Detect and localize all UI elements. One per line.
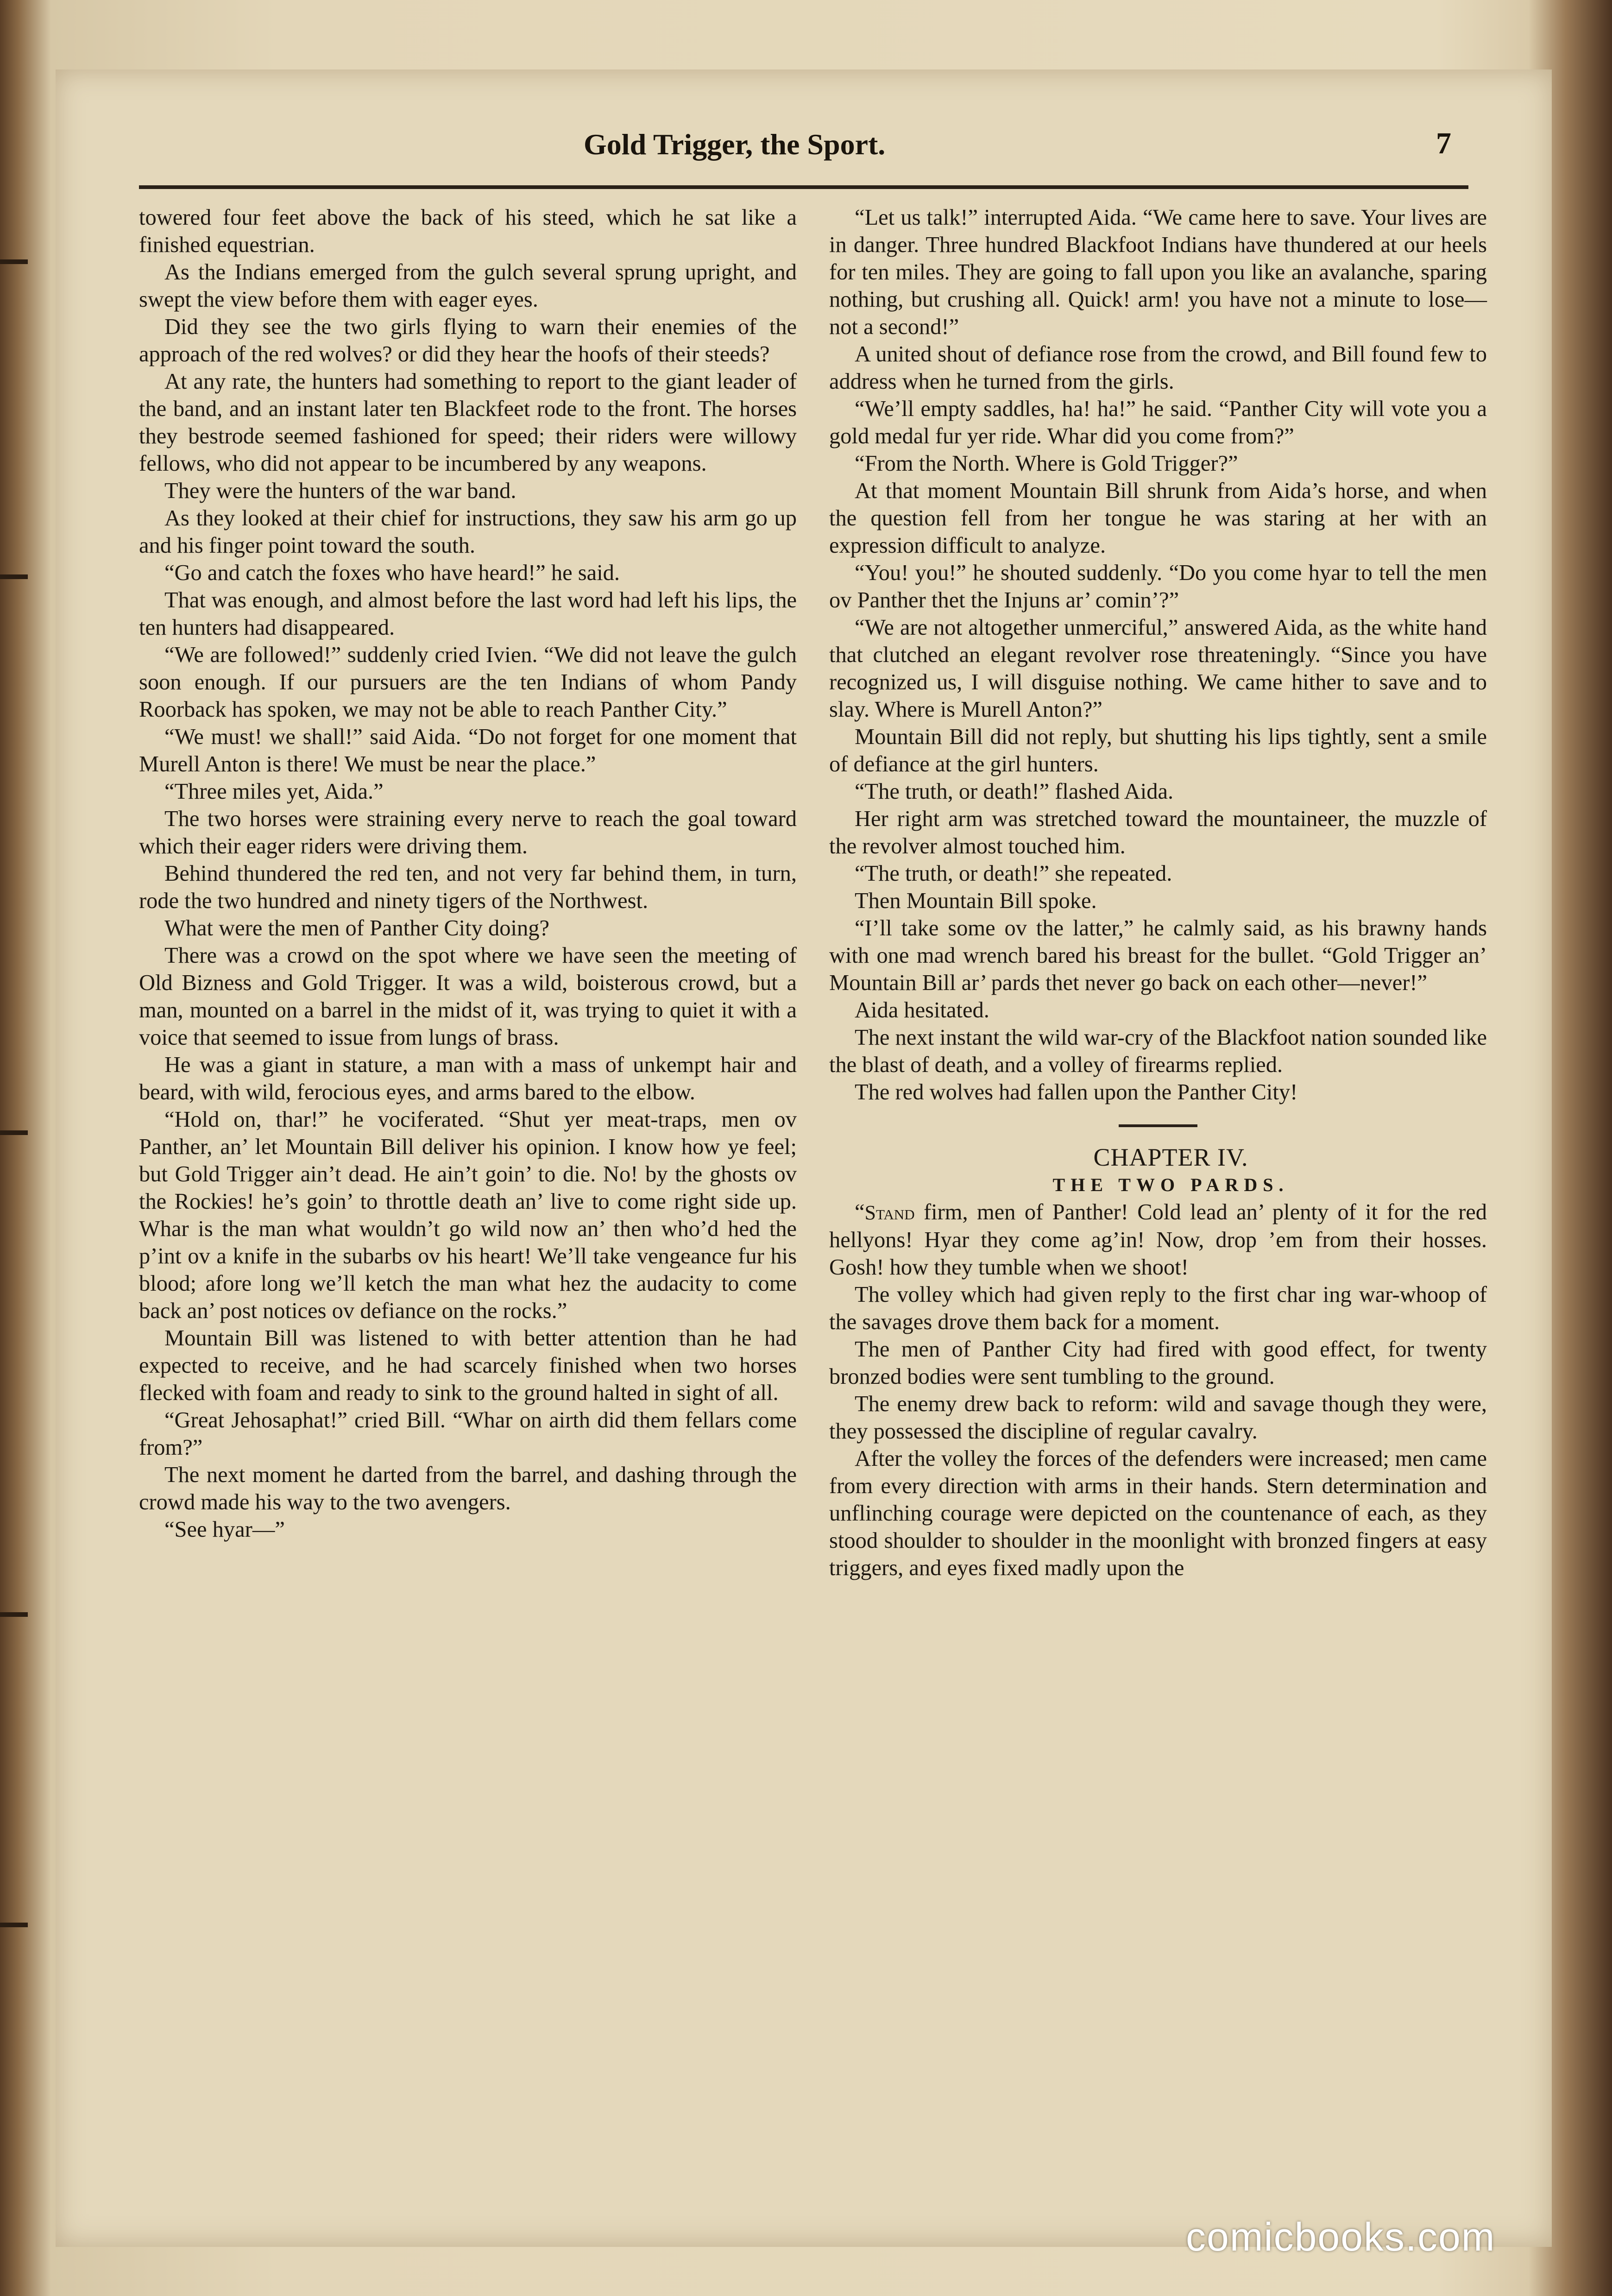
paragraph: Mountain Bill did not reply, but shutting his lips tightly, sent a smile of defiance at the girl hunters. [829, 725, 1487, 776]
watermark: comicbooks.com [1186, 2215, 1496, 2259]
paragraph: “We are followed!” suddenly cried Ivien. “We did not leave the gulch soon enough. If our pursuers are the ten Indians of whom Pandy Roorback has spoken, we may not be able to reach Panther City.” [139, 643, 797, 722]
left-column [139, 204, 797, 1543]
binding-mark [0, 574, 28, 579]
paragraph: “We’ll empty saddles, ha! ha!” he said. “Panther City will vote you a gold medal fur yer ride. Whar did you come from?” [829, 397, 1487, 448]
paragraph: The men of Panther City had fired with good effect, for twenty bronzed bodies were sent tumbling to the ground. [829, 1337, 1487, 1389]
paragraph: “You! you!” he shouted suddenly. “Do you come hyar to tell the men ov Panther thet the Injuns ar’ comin’?” [829, 561, 1487, 612]
page-number: 7 [1436, 126, 1451, 160]
opening-quote: “ [855, 1200, 865, 1224]
paragraph: “We must! we shall!” said Aida. “Do not forget for one moment that Murell Anton is there! We must be near the place.” [139, 725, 797, 776]
paragraph: As the Indians emerged from the gulch several sprung upright, and swept the view before them with eager eyes. [139, 260, 797, 312]
opening-word-smallcaps: Stand [864, 1201, 915, 1224]
paragraph: towered four feet above the back of his steed, which he sat like a finished equestrian. [139, 205, 797, 257]
paragraph: “Go and catch the foxes who have heard!” he said. [164, 561, 620, 585]
paragraph: Did they see the two girls flying to warn their enemies of the approach of the red wolves? or did they hear the hoofs of their steeds? [139, 315, 797, 366]
paragraph: There was a crowd on the spot where we have seen the meeting of Old Bizness and Gold Trigger. It was a wild, boisterous crowd, but a man, mounted on a barrel in the midst of it, was trying to quiet it with a voice that seemed to issue from lungs of brass. [139, 943, 797, 1050]
paragraph: They were the hunters of the war band. [164, 479, 516, 503]
paragraph: A united shout of defiance rose from the crowd, and Bill found few to address when he turned from the girls. [829, 342, 1487, 394]
paragraph: “Hold on, thar!” he vociferated. “Shut yer meat-traps, men ov Panther, an’ let Mountain Bill deliver his opinion. I know how ye feel; but Gold Trigger ain’t dead. He ain’t goin’ to die. No! by the ghosts ov the Rockies! he’s goin’ to throttle death an’ live to come right side up. Whar is the man what wouldn’t go wild now an’ then who’d hed the p’int ov a knife in the subarbs ov his heart! We’ll take vengeance fur his blood; afore long we’ll ketch the man what hez the audacity to come back an’ post notices ov defiance on the rocks.” [139, 1107, 797, 1323]
right-column [829, 204, 1487, 1582]
paragraph: “See hyar—” [164, 1517, 285, 1542]
header-rule [139, 185, 1468, 189]
binding-mark [0, 259, 28, 264]
section-divider [1119, 1124, 1197, 1127]
paragraph: “Let us talk!” interrupted Aida. “We came here to save. Your lives are in danger. Three hundred Blackfoot Indians have thundered at our heels for ten miles. They are going to fall upon you like an avalanche, sparing nothing, but crushing all. Quick! arm! you have not a minute to lose—not a second!” [829, 205, 1487, 339]
paragraph: “From the North. Where is Gold Trigger?” [855, 451, 1238, 476]
paragraph: Her right arm was stretched toward the mountaineer, the muzzle of the revolver almost touched him. [829, 807, 1487, 858]
opening-paragraph-text: firm, men of Panther! Cold lead an’ plenty of it for the red hellyons! Hyar they come ag’in! Now, drop ’em from their hosses. Gosh! how they tumble when we shoot! [829, 1200, 1487, 1280]
paragraph: “The truth, or death!” she repeated. [855, 861, 1172, 886]
binding-mark [0, 1923, 28, 1927]
chapter-heading: CHAPTER IV. [1093, 1143, 1248, 1171]
paragraph: “The truth, or death!” flashed Aida. [855, 779, 1174, 804]
paragraph: Aida hesitated. [855, 998, 989, 1022]
paragraph: “I’ll take some ov the latter,” he calmly said, as his brawny hands with one mad wrench bared his breast for the bullet. “Gold Trigger an’ Mountain Bill ar’ pards thet never go back on each other—never!” [829, 916, 1487, 995]
paragraph: What were the men of Panther City doing? [164, 916, 549, 940]
binding-mark [0, 1130, 28, 1135]
chapter-subtitle: THE TWO PARDS. [1052, 1174, 1289, 1195]
paragraph: At any rate, the hunters had something to report to the giant leader of the band, and an instant later ten Blackfeet rode to the front. The horses they bestrode seemed fashioned for speed; their riders were willowy fellows, who did not appear to be incumbered by any weapons. [139, 369, 797, 476]
paragraph: “Great Jehosaphat!” cried Bill. “Whar on airth did them fellars come from?” [139, 1408, 797, 1460]
running-header-title: Gold Trigger, the Sport. [584, 128, 886, 161]
paragraph: Mountain Bill was listened to with better attention than he had expected to receive, and he had scarcely finished when two horses flecked with foam and ready to sink to the ground halted in sight of all. [139, 1326, 797, 1405]
paragraph: The red wolves had fallen upon the Panther City! [855, 1080, 1298, 1104]
paragraph: He was a giant in stature, a man with a mass of unkempt hair and beard, with wild, ferocious eyes, and arms bared to the elbow. [139, 1053, 797, 1104]
chapter-opening-paragraph [829, 1198, 1487, 1281]
paragraph: “Three miles yet, Aida.” [164, 779, 384, 804]
paragraph: The next instant the wild war-cry of the Blackfoot nation sounded like the blast of death, and a volley of firearms replied. [829, 1025, 1487, 1077]
paragraph: After the volley the forces of the defenders were increased; men came from every direction with arms in their hands. Stern determination and unflinching courage were depicted on the countenance of each, as they stood shoulder to shoulder in the moonlight with bronzed fingers at easy triggers, and eyes fixed madly upon the [829, 1446, 1487, 1580]
paragraph: Behind thundered the red ten, and not very far behind them, in turn, rode the two hundred and ninety tigers of the Northwest. [139, 861, 797, 913]
paragraph: The volley which had given reply to the first char ing war-whoop of the savages drove them back for a moment. [829, 1282, 1487, 1334]
binding-mark [0, 1612, 28, 1617]
paragraph: The next moment he darted from the barrel, and dashing through the crowd made his way to the two avengers. [139, 1463, 797, 1514]
paragraph: Then Mountain Bill spoke. [855, 889, 1097, 913]
paragraph: “We are not altogether unmerciful,” answered Aida, as the white hand that clutched an elegant revolver rose threateningly. “Since you have recognized us, I will disguise nothing. We came hither to save and to slay. Where is Murell Anton?” [829, 615, 1487, 722]
paragraph: As they looked at their chief for instructions, they saw his arm go up and his finger point toward the south. [139, 506, 797, 558]
paragraph: That was enough, and almost before the last word had left his lips, the ten hunters had disappeared. [139, 588, 797, 640]
paragraph: At that moment Mountain Bill shrunk from Aida’s horse, and when the question fell from her tongue he was staring at her with an expression difficult to analyze. [829, 479, 1487, 558]
paragraph: The two horses were straining every nerve to reach the goal toward which their eager riders were driving them. [139, 807, 797, 858]
paragraph: The enemy drew back to reform: wild and savage though they were, they possessed the discipline of regular cavalry. [829, 1392, 1487, 1444]
